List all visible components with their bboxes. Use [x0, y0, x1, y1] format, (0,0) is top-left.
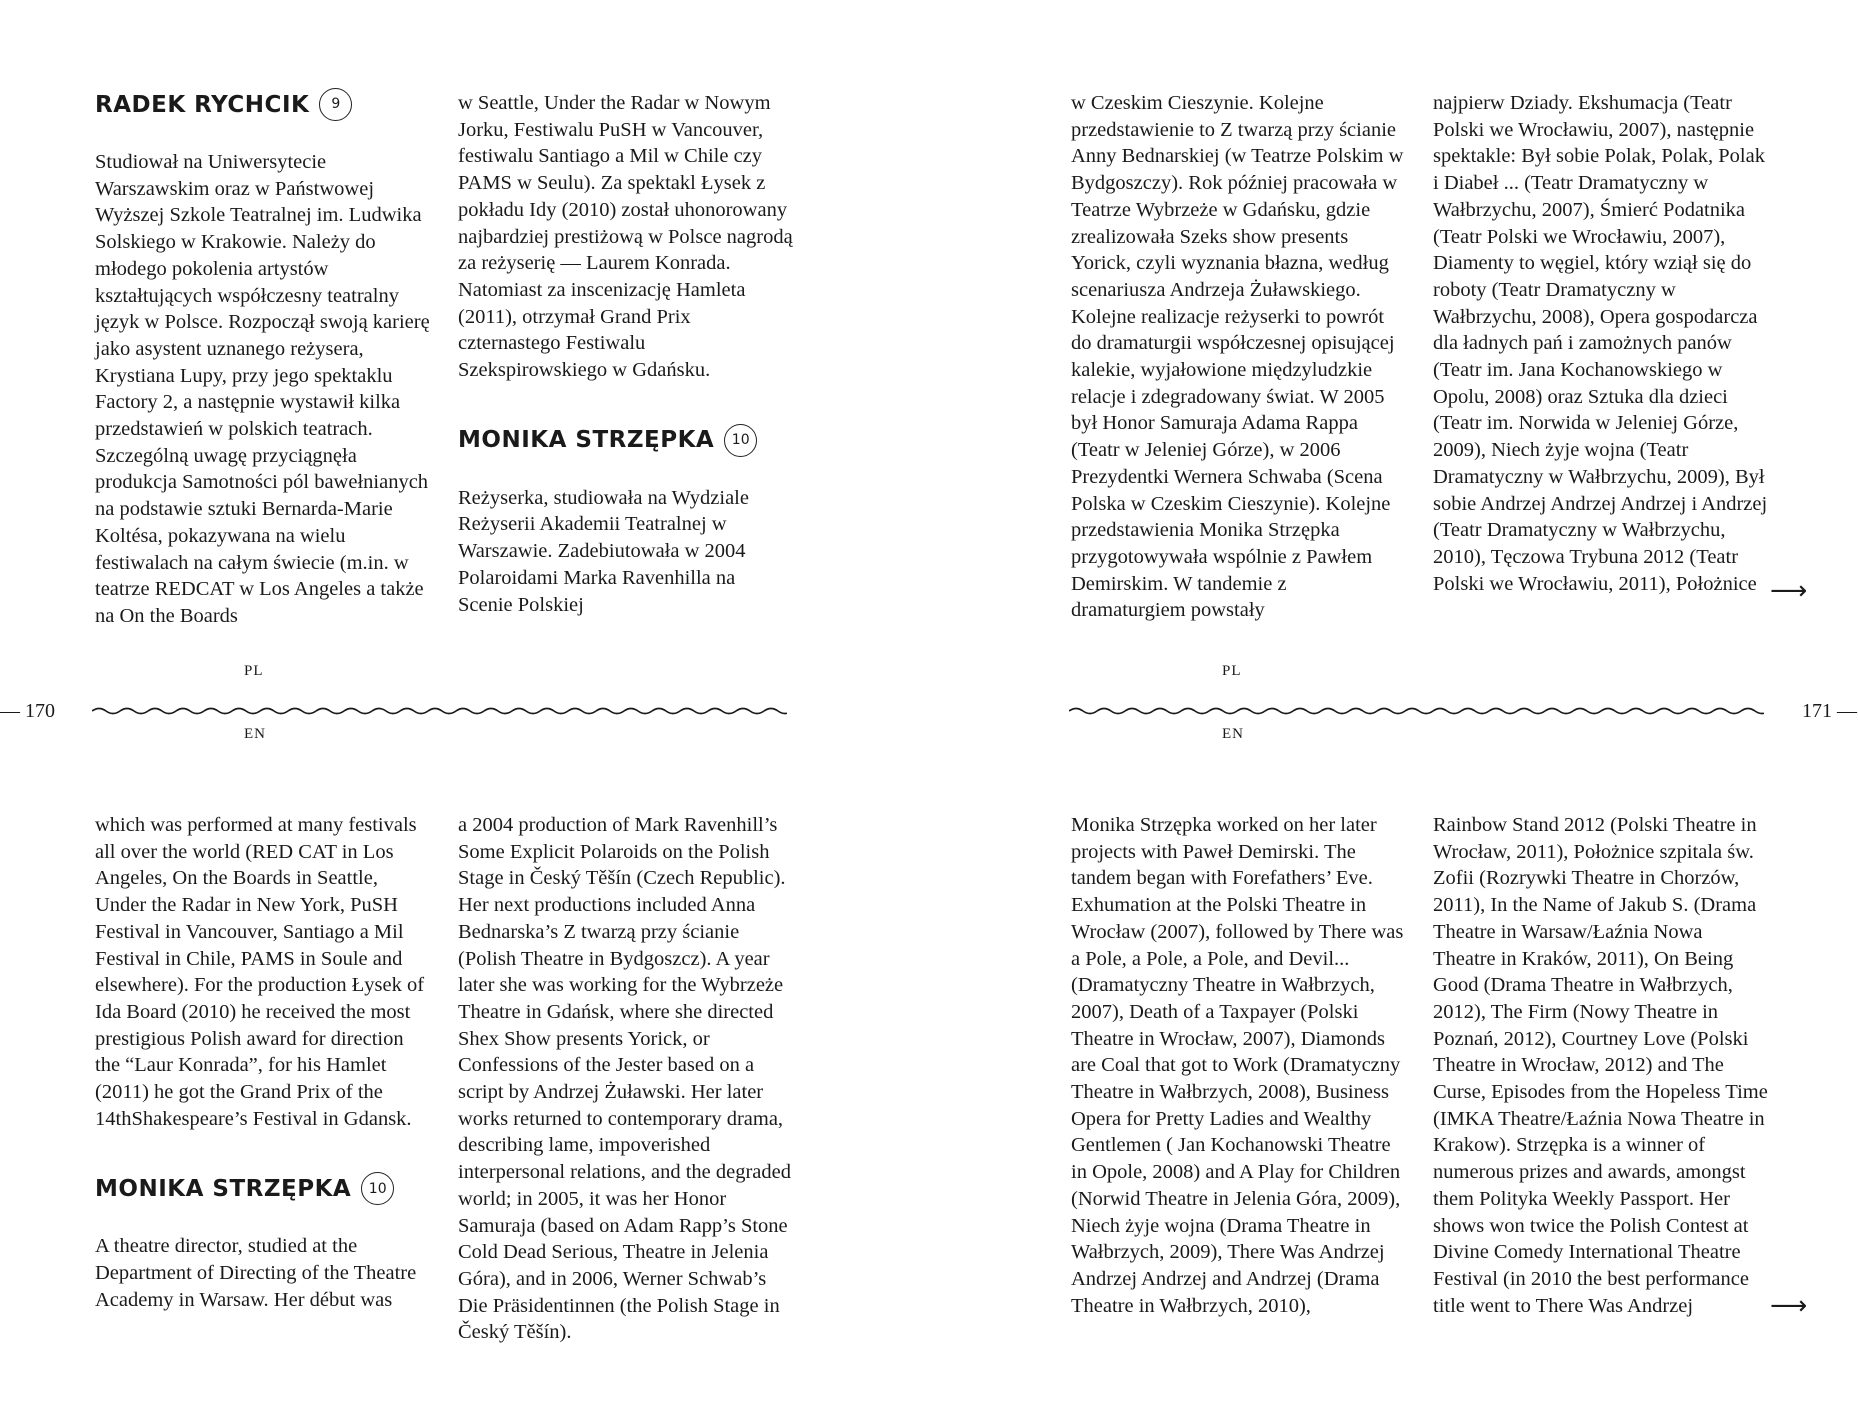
- right-en-col2: [1433, 812, 1768, 1319]
- person-name: RADEK RYCHCIK: [95, 91, 310, 118]
- person-name: MONIKA STRZĘPKA: [458, 427, 715, 454]
- bio-text: najpierw Dziady. Ekshumacja (Teatr Polski we Wrocławiu, 2007), następnie spektakle: Był sobie Polak, Polak, Polak i Diabeł ... (Teatr Dramatyczny w Wałbrzychu, 2007), Śmierć Podatnika (Teatr Polski we Wrocławiu, 2007), Diamenty to węgiel, który wziął się do roboty (Teatr Dramatyczny w Wałbrzychu, 2008), Opera gospodarcza dla ładnych pań i zamożnych panów (Teatr im. Jana Kochanowskiego w Opolu, 2008) oraz Sztuka dla dzieci (Teatr im. Norwida w Jeleniej Górze, 2009), Niech żyje wojna (Teatr Dramatyczny w Wałbrzychu, 2009), Był sobie Andrzej Andrzej Andrzej i Andrzej (Teatr Dramatyczny w Wałbrzychu, 2010), Tęczowa Trybuna 2012 (Teatr Polski we Wrocławiu, 2011), Położnice: [1433, 92, 1768, 595]
- bio-text: Studiował na Uniwersytecie Warszawskim oraz w Państwowej Wyższej Szkole Teatralnej im. Ludwika Solskiego w Krakowie. Należy do młodego pokolenia artystów kształtujących współczesny teatralny język w Polsce. Rozpoczął swoją karierę jako asystent uznanego reżysera, Krystiana Lupy, przy jego spektaklu Factory 2, a następnie wystawił kilka przedstawień w polskich teatrach. Szczególną uwagę przyciągnęła produkcja Samotności pól bawełnianych na podstawie sztuki Bernarda-Marie Koltésa, pokazywana na wielu festiwalach na całym świecie (m.in. w teatrze REDCAT w Los Angeles a także na On the Boards: [95, 151, 430, 627]
- left-pl-col2: [458, 90, 793, 618]
- number-badge: 10: [724, 424, 757, 457]
- right-pl-col2: [1433, 90, 1768, 597]
- bio-heading: [458, 424, 793, 457]
- number-badge: 10: [361, 1172, 394, 1205]
- left-pl-col1: [95, 88, 430, 630]
- bio-text: A theatre director, studied at the Department of Directing of the Theatre Academy in Warsaw. Her début was: [95, 1235, 417, 1311]
- label-pl: PL: [244, 663, 264, 679]
- label-pl: PL: [1222, 663, 1242, 679]
- page-number: 171 —: [1802, 700, 1857, 722]
- number-badge: 9: [319, 88, 352, 121]
- continue-arrow-icon: ⟶: [1770, 576, 1808, 606]
- bio-text: Rainbow Stand 2012 (Polski Theatre in Wrocław, 2011), Położnice szpitala św. Zofii (Rozrywki Theatre in Chorzów, 2011), In the Name of Jakub S. (Drama Theatre in Warsaw/Łaźnia Nowa Theatre in Kraków, 2011), On Being Good (Drama Theatre in Wałbrzych, 2012), The Firm (Nowy Theatre in Poznań, 2012), Courtney Love (Polski Theatre in Wrocław, 2012) and The Curse, Episodes from the Hopeless Time (IMKA Theatre/Łaźnia Nowa Theatre in Krakow). Strzępka is a winner of numerous prizes and awards, amongst them Polityka Weekly Passport. Her shows won twice the Polish Contest at Divine Comedy International Theatre Festival (in 2010 the best performance title went to There Was Andrzej: [1433, 814, 1768, 1317]
- right-en-col1: [1071, 812, 1406, 1319]
- bio-text: w Czeskim Cieszynie. Kolejne przedstawienie to Z twarzą przy ścianie Anny Bednarskiej (w Teatrze Polskim w Bydgoszczy). Rok później pracowała w Teatrze Wybrzeże w Gdańsku, gdzie zrealizowała Szeks show presents Yorick, czyli wyznania błazna, według scenariusza Andrzeja Żuławskiego. Kolejne realizacje reżyserki to powrót do dramaturgii współczesnej opisującej kalekie, wyjałowione międzyludzkie relacje i zdegradowany świat. W 2005 był Honor Samuraja Adama Rappa (Teatr w Jeleniej Górze), w 2006 Prezydentki Wernera Schwaba (Scena Polska w Czeskim Cieszynie). Kolejne przedstawienia Monika Strzępka przygotowywała wspólnie z Pawłem Demirskim. W tandemie z dramaturgiem powstały: [1071, 92, 1404, 622]
- bio-text: which was performed at many festivals all over the world (RED CAT in Los Angeles, On the Boards in Seattle, Under the Radar in New York, PuSH Festival in Vancouver, Santiago a Mil Festival in Chile, PAMS in Soule and elsewhere). For the production Łysek of Ida Board (2010) he received the most prestigious Polish award for direction the “Laur Konrada”, for his Hamlet (2011) he got the Grand Prix of the 14thShakespeare’s Festival in Gdansk.: [95, 814, 425, 1130]
- bio-heading: [95, 88, 430, 121]
- wave-divider: [1069, 700, 1764, 722]
- left-en-col1: [95, 812, 430, 1314]
- continue-arrow-icon: ⟶: [1770, 1291, 1808, 1321]
- bio-heading: [95, 1172, 430, 1205]
- label-en: EN: [244, 726, 266, 742]
- bio-text: a 2004 production of Mark Ravenhill’s Some Explicit Polaroids on the Polish Stage in Český Těšín (Czech Republic). Her next productions included Anna Bednarska’s Z twarzą przy ścianie (Polish Theatre in Bydgoszcz). A year later she was working for the Wybrzeże Theatre in Gdańsk, where she directed Shex Show presents Yorick, or Confessions of the Jester based on a script by Andrzej Żuławski. Her later works returned to contemporary drama, describing lame, impoverished interpersonal relations, and the degraded world; in 2005, it was her Honor Samuraja (based on Adam Rapp’s Stone Cold Dead Serious, Theatre in Jelenia Góra), and in 2006, Werner Schwab’s Die Präsidentinnen (the Polish Stage in Český Těšín).: [458, 814, 791, 1344]
- bio-text: Monika Strzępka worked on her later projects with Paweł Demirski. The tandem began with Forefathers’ Eve. Exhumation at the Polski Theatre in Wrocław (2007), followed by There was a Pole, a Pole, a Pole, and Devil... (Dramatyczny Theatre in Wałbrzych, 2007), Death of a Taxpayer (Polski Theatre in Wrocław, 2007), Diamonds are Coal that got to Work (Dramatyczny Theatre in Wałbrzych, 2008), Business Opera for Pretty Ladies and Wealthy Gentlemen ( Jan Kochanowski Theatre in Opole, 2008) and A Play for Children (Norwid Theatre in Jelenia Góra, 2009), Niech żyje wojna (Drama Theatre in Wałbrzych, 2009), There Was Andrzej Andrzej Andrzej and Andrzej (Drama Theatre in Wałbrzych, 2010),: [1071, 814, 1404, 1317]
- bio-text: Reżyserka, studiowała na Wydziale Reżyserii Akademii Teatralnej w Warszawie. Zadebiutowała w 2004 Polaroidami Marka Ravenhilla na Scenie Polskiej: [458, 486, 749, 616]
- wave-divider: [92, 700, 787, 722]
- person-name: MONIKA STRZĘPKA: [95, 1175, 352, 1202]
- bio-text: w Seattle, Under the Radar w Nowym Jorku, Festiwalu PuSH w Vancouver, festiwalu Santiago a Mil w Chile czy PAMS w Seulu). Za spektakl Łysek z pokładu Idy (2010) został uhonorowany najbardziej prestiżową w Polsce nagrodą za reżyserię — Laurem Konrada. Natomiast za inscenizację Hamleta (2011), otrzymał Grand Prix czternastego Festiwalu Szekspirowskiego w Gdańsku.: [458, 92, 793, 382]
- label-en: EN: [1222, 726, 1244, 742]
- page-number: — 170: [0, 700, 55, 722]
- left-en-col2: [458, 812, 793, 1346]
- right-pl-col1: [1071, 90, 1406, 624]
